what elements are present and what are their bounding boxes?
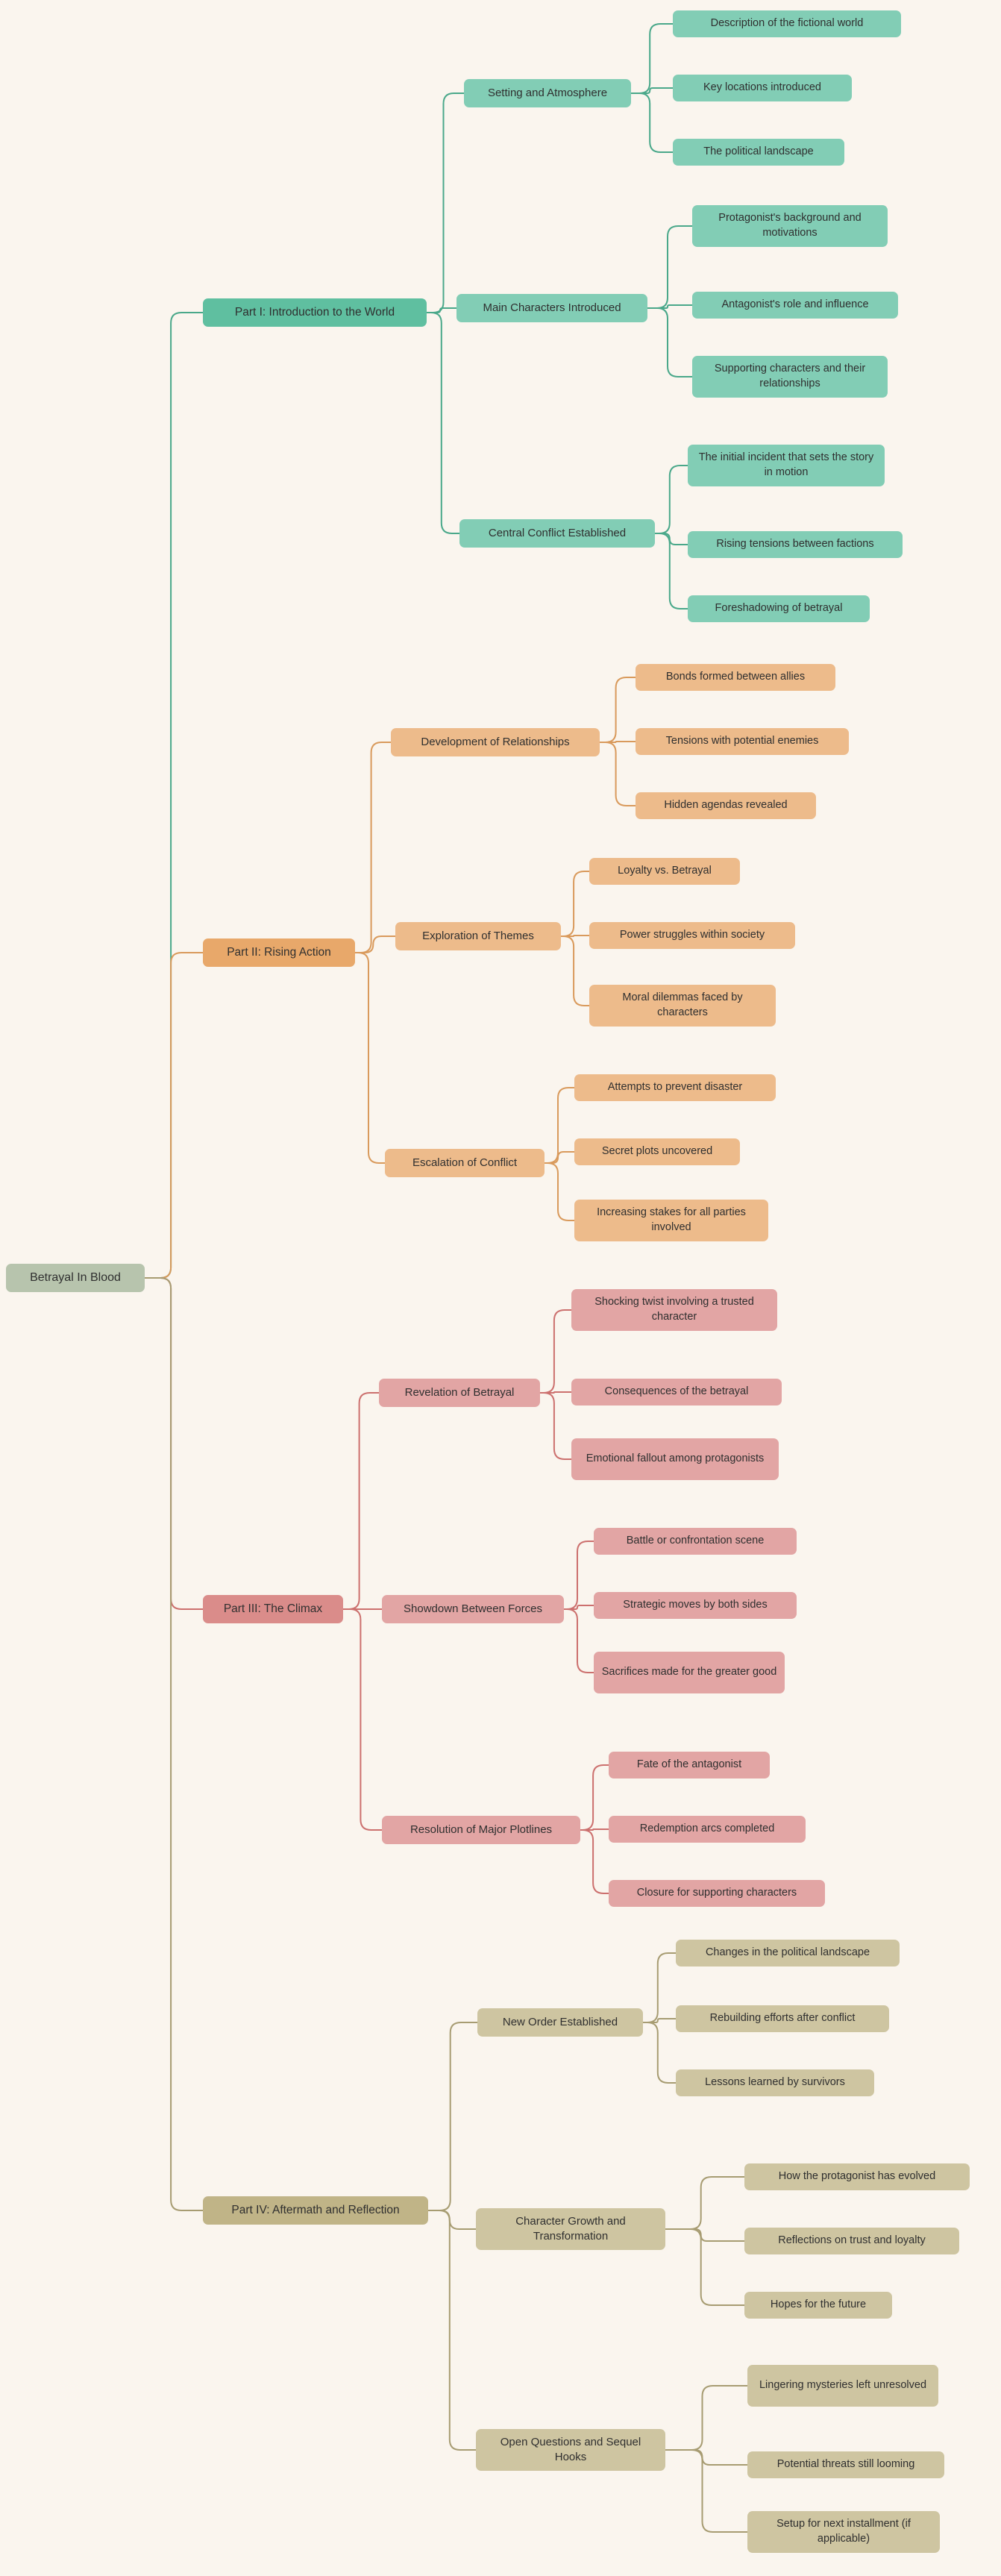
leaf-node-2-1-2[interactable]: Sacrifices made for the greater good [594, 1652, 785, 1693]
leaf-node-0-2-1[interactable]: Rising tensions between factions [688, 531, 903, 558]
sub-node-1-2[interactable]: Escalation of Conflict [385, 1149, 545, 1177]
leaf-node-1-2-1[interactable]: Secret plots uncovered [574, 1138, 740, 1165]
sub-node-0-0[interactable]: Setting and Atmosphere [464, 79, 631, 107]
leaf-node-2-0-2[interactable]: Emotional fallout among protagonists [571, 1438, 779, 1480]
leaf-node-3-0-2[interactable]: Lessons learned by survivors [676, 2069, 874, 2096]
branch-node-0[interactable]: Part I: Introduction to the World [203, 298, 427, 327]
leaf-node-3-2-1[interactable]: Potential threats still looming [747, 2451, 944, 2478]
leaf-node-2-1-0[interactable]: Battle or confrontation scene [594, 1528, 797, 1555]
leaf-node-2-0-0[interactable]: Shocking twist involving a trusted character [571, 1289, 777, 1331]
leaf-node-2-0-1[interactable]: Consequences of the betrayal [571, 1379, 782, 1405]
sub-node-1-0[interactable]: Development of Relationships [391, 728, 600, 756]
leaf-node-0-1-2[interactable]: Supporting characters and their relationships [692, 356, 888, 398]
branch-node-1[interactable]: Part II: Rising Action [203, 938, 355, 967]
sub-node-3-0[interactable]: New Order Established [477, 2008, 643, 2037]
leaf-node-0-0-1[interactable]: Key locations introduced [673, 75, 852, 101]
sub-node-1-1[interactable]: Exploration of Themes [395, 922, 561, 950]
leaf-node-0-0-0[interactable]: Description of the fictional world [673, 10, 901, 37]
sub-node-0-1[interactable]: Main Characters Introduced [456, 294, 647, 322]
sub-node-2-0[interactable]: Revelation of Betrayal [379, 1379, 540, 1407]
leaf-node-3-0-0[interactable]: Changes in the political landscape [676, 1940, 900, 1967]
leaf-node-0-1-0[interactable]: Protagonist's background and motivations [692, 205, 888, 247]
branch-node-3[interactable]: Part IV: Aftermath and Reflection [203, 2196, 428, 2225]
leaf-node-3-1-2[interactable]: Hopes for the future [744, 2292, 892, 2319]
leaf-node-3-1-1[interactable]: Reflections on trust and loyalty [744, 2228, 959, 2254]
leaf-node-0-2-0[interactable]: The initial incident that sets the story in motion [688, 445, 885, 486]
leaf-node-1-0-0[interactable]: Bonds formed between allies [636, 664, 835, 691]
leaf-node-1-1-2[interactable]: Moral dilemmas faced by characters [589, 985, 776, 1027]
leaf-node-3-2-2[interactable]: Setup for next installment (if applicable) [747, 2511, 940, 2553]
leaf-node-2-2-1[interactable]: Redemption arcs completed [609, 1816, 806, 1843]
sub-node-3-1[interactable]: Character Growth and Transformation [476, 2208, 665, 2250]
leaf-node-3-1-0[interactable]: How the protagonist has evolved [744, 2163, 970, 2190]
root-node[interactable]: Betrayal In Blood [6, 1264, 145, 1292]
leaf-node-1-0-2[interactable]: Hidden agendas revealed [636, 792, 816, 819]
leaf-node-2-1-1[interactable]: Strategic moves by both sides [594, 1592, 797, 1619]
sub-node-2-2[interactable]: Resolution of Major Plotlines [382, 1816, 580, 1844]
leaf-node-0-0-2[interactable]: The political landscape [673, 139, 844, 166]
leaf-node-3-0-1[interactable]: Rebuilding efforts after conflict [676, 2005, 889, 2032]
leaf-node-2-2-0[interactable]: Fate of the antagonist [609, 1752, 770, 1779]
leaf-node-1-2-0[interactable]: Attempts to prevent disaster [574, 1074, 776, 1101]
leaf-node-1-2-2[interactable]: Increasing stakes for all parties involved [574, 1200, 768, 1241]
leaf-node-2-2-2[interactable]: Closure for supporting characters [609, 1880, 825, 1907]
leaf-node-1-1-0[interactable]: Loyalty vs. Betrayal [589, 858, 740, 885]
sub-node-3-2[interactable]: Open Questions and Sequel Hooks [476, 2429, 665, 2471]
branch-node-2[interactable]: Part III: The Climax [203, 1595, 343, 1623]
leaf-node-1-0-1[interactable]: Tensions with potential enemies [636, 728, 849, 755]
sub-node-0-2[interactable]: Central Conflict Established [459, 519, 655, 548]
leaf-node-0-2-2[interactable]: Foreshadowing of betrayal [688, 595, 870, 622]
leaf-node-1-1-1[interactable]: Power struggles within society [589, 922, 795, 949]
leaf-node-3-2-0[interactable]: Lingering mysteries left unresolved [747, 2365, 938, 2407]
sub-node-2-1[interactable]: Showdown Between Forces [382, 1595, 564, 1623]
leaf-node-0-1-1[interactable]: Antagonist's role and influence [692, 292, 898, 319]
